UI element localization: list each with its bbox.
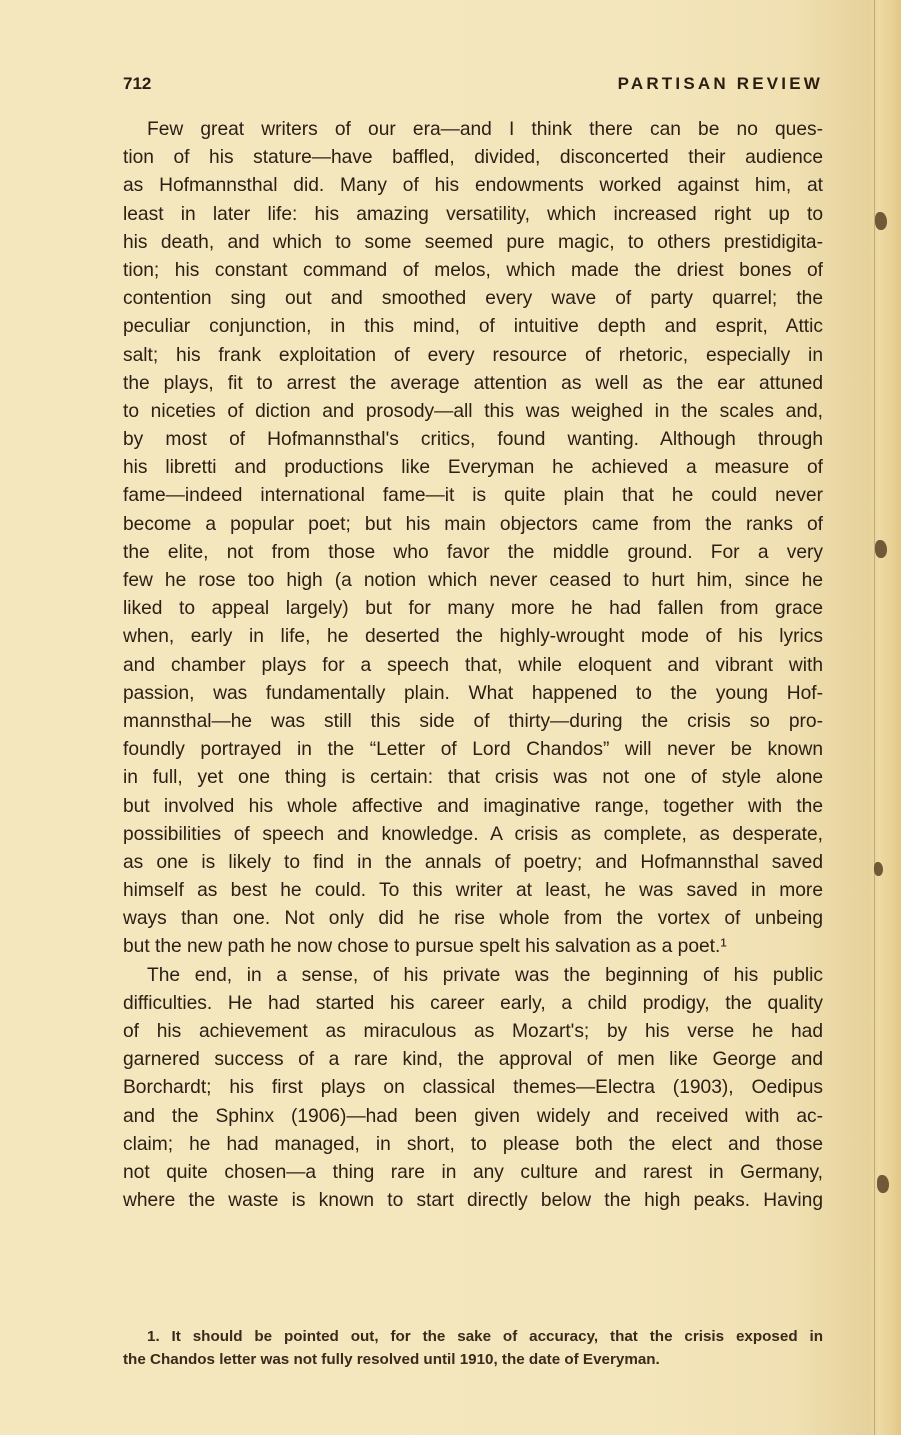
body-line: his death, and which to some seemed pure magic, to others prestidigita- [123,231,823,253]
body-line: the plays, fit to arrest the average attention as well as the ear attuned [123,372,823,394]
footnote-line: 1. It should be pointed out, for the sake of accuracy, that the crisis exposed in [147,1328,823,1345]
body-line: by most of Hofmannsthal's critics, found wanting. Although through [123,429,823,451]
body-line: peculiar conjunction, in this mind, of intuitive depth and esprit, Attic [123,316,823,338]
body-line: but involved his whole affective and imaginative range, together with the [123,795,823,817]
body-line: to niceties of diction and prosody—all this was weighed in the scales and, [123,400,823,422]
body-line: least in later life: his amazing versatility, which increased right up to [123,203,823,225]
page-number: 712 [123,74,152,93]
edge-ink-mark [875,540,887,558]
body-line: Borchardt; his first plays on classical themes—Electra (1903), Oedipus [123,1077,823,1099]
footnote-line: the Chandos letter was not fully resolved until 1910, the date of Everyman. [123,1351,660,1368]
body-line: in full, yet one thing is certain: that crisis was not one of style alone [123,767,823,789]
body-line: not quite chosen—a thing rare in any culture and rarest in Germany, [123,1161,823,1183]
body-line: ways than one. Not only did he rise whole from the vortex of unbeing [123,908,823,930]
running-head [123,74,823,102]
body-line: few he rose too high (a notion which never ceased to hurt him, since he [123,570,823,591]
body-line: but the new path he now chose to pursue spelt his salvation as a poet.¹ [123,936,727,958]
body-line: liked to appeal largely) but for many more he had fallen from grace [123,598,823,620]
body-line: garnered success of a rare kind, the approval of men like George and [123,1049,823,1071]
journal-title: PARTISAN REVIEW [617,74,823,93]
body-line: himself as best he could. To this writer at least, he was saved in more [123,880,823,902]
footnote [123,1325,823,1371]
body-line: foundly portrayed in the “Letter of Lord Chandos” will never be known [123,739,823,761]
body-line: and the Sphinx (1906)—had been given widely and received with ac- [123,1105,823,1127]
body-line: passion, was fundamentally plain. What happened to the young Hof- [123,682,823,704]
body-line: Few great writers of our era—and I think there can be no ques- [147,119,823,140]
body-line: of his achievement as miraculous as Mozart's; by his verse he had [123,1021,823,1042]
edge-ink-mark [874,862,883,876]
body-line: the elite, not from those who favor the middle ground. For a very [123,541,823,563]
body-line: contention sing out and smoothed every wave of party quarrel; the [123,288,823,310]
body-line: The end, in a sense, of his private was the beginning of his public [147,964,823,986]
body-line: fame—indeed international fame—it is quite plain that he could never [123,485,823,507]
edge-ink-mark [877,1175,889,1193]
body-line: difficulties. He had started his career early, a child prodigy, the quality [123,992,823,1014]
body-line: when, early in life, he deserted the highly-wrought mode of his lyrics [123,626,823,648]
body-line: become a popular poet; but his main objectors came from the ranks of [123,513,823,535]
body-line: claim; he had managed, in short, to please both the elect and those [123,1133,823,1155]
body-line: as Hofmannsthal did. Many of his endowments worked against him, at [123,175,823,197]
body-line: possibilities of speech and knowledge. A crisis as complete, as desperate, [123,823,823,845]
body-line: tion of his stature—have baffled, divided, disconcerted their audience [123,147,823,169]
body-line: as one is likely to find in the annals of poetry; and Hofmannsthal saved [123,851,823,873]
body-text [123,116,823,1215]
body-line: where the waste is known to start directly below the high peaks. Having [123,1190,823,1212]
body-line: salt; his frank exploitation of every resource of rhetoric, especially in [123,344,823,366]
edge-ink-mark [875,212,887,230]
body-line: his libretti and productions like Everyman he achieved a measure of [123,457,823,479]
body-line: mannsthal—he was still this side of thirty—during the crisis so pro- [123,710,823,732]
body-line: and chamber plays for a speech that, while eloquent and vibrant with [123,654,823,676]
body-line: tion; his constant command of melos, which made the driest bones of [123,259,823,281]
